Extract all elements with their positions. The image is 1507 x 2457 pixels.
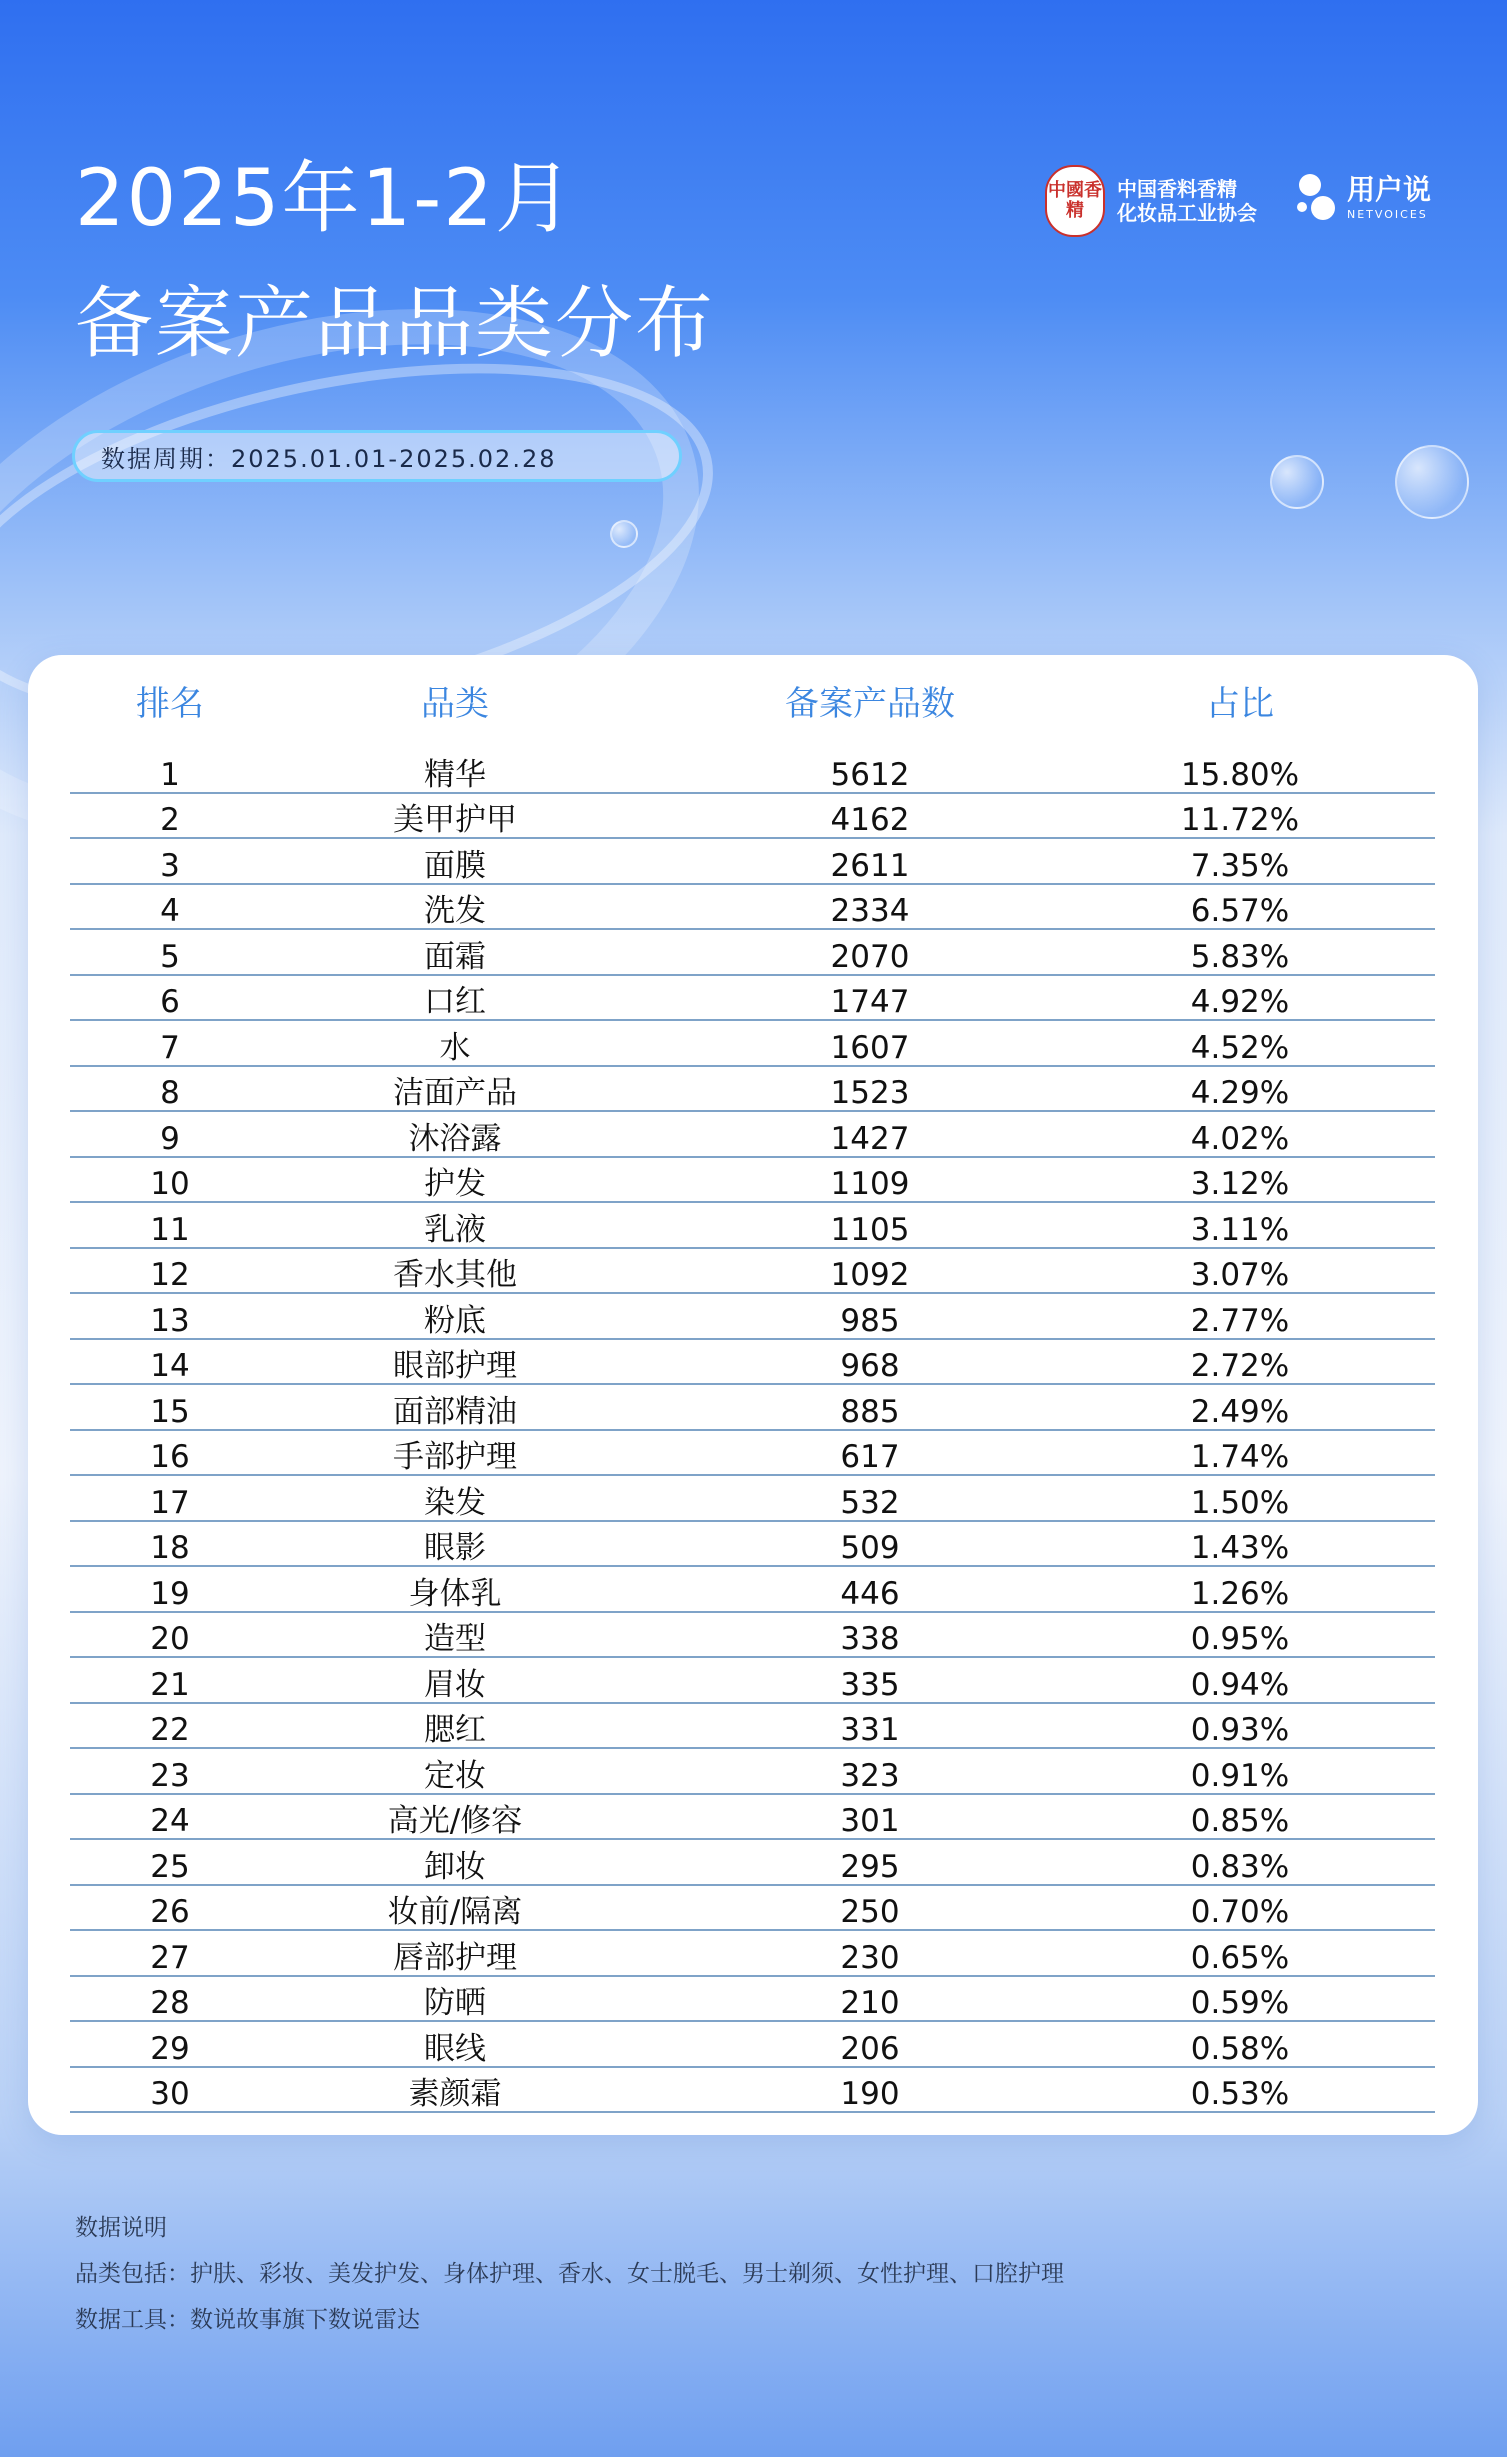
cell-count: 1092	[830, 1257, 910, 1293]
cell-category: 造型	[424, 1621, 486, 1657]
table-row	[70, 1112, 1435, 1158]
table-row	[70, 1886, 1435, 1932]
cell-category: 腮红	[424, 1712, 486, 1748]
table-row	[70, 1021, 1435, 1067]
cell-rank: 10	[150, 1166, 190, 1202]
cell-rank: 3	[160, 847, 180, 884]
cell-share: 4.52%	[1190, 1029, 1290, 1066]
cell-share: 2.49%	[1190, 1393, 1290, 1430]
cell-count: 5612	[830, 756, 910, 793]
cell-share: 3.12%	[1190, 1166, 1290, 1202]
cell-rank: 13	[150, 1302, 190, 1339]
cell-rank: 2	[160, 802, 180, 838]
cell-count: 331	[840, 1712, 900, 1748]
cell-share: 5.83%	[1190, 938, 1290, 975]
cell-count: 250	[840, 1894, 900, 1930]
association-seal-icon: 中國香精	[1045, 165, 1105, 237]
cell-rank: 18	[150, 1530, 190, 1566]
cell-category: 洁面产品	[393, 1075, 517, 1111]
column-header-rank: 排名	[136, 683, 204, 724]
cell-rank: 7	[160, 1029, 180, 1066]
cell-share: 2.72%	[1190, 1348, 1290, 1384]
table-row	[70, 2068, 1435, 2114]
cell-category: 面膜	[424, 847, 486, 884]
cell-count: 1607	[830, 1029, 910, 1066]
table-row	[70, 1431, 1435, 1477]
table-row	[70, 1158, 1435, 1204]
bubble-decoration	[1395, 445, 1469, 519]
table-row	[70, 1067, 1435, 1113]
cell-category: 防晒	[424, 1985, 486, 2021]
cell-category: 眼线	[424, 2030, 486, 2067]
cell-category: 精华	[424, 756, 486, 793]
cell-category: 眉妆	[424, 1666, 486, 1703]
cell-share: 3.07%	[1190, 1257, 1290, 1293]
cell-count: 885	[840, 1393, 900, 1430]
cell-rank: 5	[160, 938, 180, 975]
table-row	[70, 1977, 1435, 2023]
cell-rank: 8	[160, 1075, 180, 1111]
column-header-share: 占比	[1206, 683, 1274, 724]
table-row	[70, 1567, 1435, 1613]
cell-rank: 19	[150, 1575, 190, 1612]
cell-count: 2334	[830, 893, 910, 929]
cell-category: 眼部护理	[393, 1348, 517, 1384]
cell-category: 洗发	[424, 893, 486, 929]
cell-category: 口红	[424, 984, 486, 1020]
cell-rank: 12	[150, 1257, 190, 1293]
table-row	[70, 1749, 1435, 1795]
table-row	[70, 794, 1435, 840]
cell-category: 唇部护理	[393, 1939, 517, 1976]
cell-category: 妆前/隔离	[387, 1894, 523, 1930]
cell-category: 面霜	[424, 938, 486, 975]
cell-count: 985	[840, 1302, 900, 1339]
cell-rank: 15	[150, 1393, 190, 1430]
cell-count: 206	[840, 2030, 900, 2067]
cell-share: 0.85%	[1190, 1803, 1290, 1839]
cell-count: 230	[840, 1939, 900, 1976]
cell-count: 617	[840, 1439, 900, 1475]
cell-share: 1.74%	[1190, 1439, 1290, 1475]
cell-share: 1.26%	[1190, 1575, 1290, 1612]
table-row	[70, 976, 1435, 1022]
table-row	[70, 1476, 1435, 1522]
cell-count: 1105	[830, 1211, 910, 1248]
cell-count: 1427	[830, 1120, 910, 1157]
cell-category: 美甲护甲	[393, 802, 517, 838]
cell-rank: 14	[150, 1348, 190, 1384]
netvoices-logo	[1295, 170, 1431, 226]
cell-rank: 29	[150, 2030, 190, 2067]
cell-share: 0.83%	[1190, 1848, 1290, 1885]
cell-category: 高光/修容	[387, 1803, 523, 1839]
cell-count: 446	[840, 1575, 900, 1612]
cell-category: 香水其他	[393, 1257, 517, 1293]
cell-count: 335	[840, 1666, 900, 1703]
cell-rank: 26	[150, 1894, 190, 1930]
notes-heading: 数据说明	[75, 2215, 167, 2241]
table-row	[70, 2022, 1435, 2068]
table-row	[70, 1385, 1435, 1431]
cell-share: 3.11%	[1190, 1211, 1290, 1248]
brand-subtitle: NETVOICES	[1347, 207, 1428, 221]
cell-share: 0.70%	[1190, 1894, 1290, 1930]
cell-count: 4162	[830, 802, 910, 838]
cell-share: 0.91%	[1190, 1757, 1290, 1794]
table-row	[70, 885, 1435, 931]
cell-rank: 25	[150, 1848, 190, 1885]
data-notes	[75, 2205, 1064, 2343]
data-period-badge	[72, 430, 682, 482]
cell-share: 0.58%	[1190, 2030, 1290, 2067]
cell-count: 532	[840, 1484, 900, 1521]
table-row	[70, 1931, 1435, 1977]
cell-rank: 28	[150, 1985, 190, 2021]
cell-count: 323	[840, 1757, 900, 1794]
cell-count: 1523	[830, 1075, 910, 1111]
cell-category: 面部精油	[393, 1393, 517, 1430]
table-row	[70, 1704, 1435, 1750]
cell-share: 0.65%	[1190, 1939, 1290, 1976]
column-header-category: 品类	[421, 683, 489, 724]
cell-count: 1747	[830, 984, 910, 1020]
cell-category: 沐浴露	[408, 1120, 502, 1157]
cell-category: 乳液	[424, 1211, 486, 1248]
cell-count: 2070	[830, 938, 910, 975]
cell-count: 210	[840, 1985, 900, 2021]
cell-rank: 17	[150, 1484, 190, 1521]
association-name: 中国香料香精 化妆品工业协会	[1117, 177, 1257, 225]
netvoices-mark-icon	[1295, 170, 1339, 226]
cell-share: 7.35%	[1190, 847, 1290, 884]
table-row	[70, 1658, 1435, 1704]
cell-category: 手部护理	[393, 1439, 517, 1475]
cell-rank: 4	[160, 893, 180, 929]
cell-share: 0.59%	[1190, 1985, 1290, 2021]
cell-rank: 21	[150, 1666, 190, 1703]
cell-rank: 30	[150, 2076, 190, 2112]
cell-share: 0.93%	[1190, 1712, 1290, 1748]
cell-count: 2611	[830, 847, 910, 884]
cell-count: 1109	[830, 1166, 910, 1202]
cell-share: 15.80%	[1180, 756, 1300, 793]
cell-rank: 27	[150, 1939, 190, 1976]
cell-rank: 20	[150, 1621, 190, 1657]
cell-rank: 22	[150, 1712, 190, 1748]
table-row	[70, 1613, 1435, 1659]
cell-category: 素颜霜	[408, 2076, 502, 2112]
page-title-line2: 备案产品品类分布	[75, 279, 716, 369]
cell-share: 6.57%	[1190, 893, 1290, 929]
cell-category: 卸妆	[424, 1848, 486, 1885]
notes-categories: 品类包括：护肤、彩妆、美发护发、身体护理、香水、女士脱毛、男士剃须、女性护理、口腔护理	[75, 2261, 1064, 2287]
table-row	[70, 1522, 1435, 1568]
cell-category: 粉底	[424, 1302, 486, 1339]
cell-share: 4.92%	[1190, 984, 1290, 1020]
table-row	[70, 1249, 1435, 1295]
cell-rank: 11	[150, 1211, 190, 1248]
table-row	[70, 1795, 1435, 1841]
cell-category: 眼影	[424, 1530, 486, 1566]
cell-count: 295	[840, 1848, 900, 1885]
cell-share: 0.94%	[1190, 1666, 1290, 1703]
table-row	[70, 1203, 1435, 1249]
cell-rank: 9	[160, 1120, 180, 1157]
cell-category: 身体乳	[408, 1575, 502, 1612]
table-header	[70, 670, 1435, 730]
cell-count: 509	[840, 1530, 900, 1566]
cell-share: 11.72%	[1180, 802, 1300, 838]
cell-category: 定妆	[424, 1757, 486, 1794]
page-title-line1: 2025年1-2月	[75, 154, 575, 244]
cell-share: 2.77%	[1190, 1302, 1290, 1339]
table-body	[70, 748, 1435, 2113]
cell-share: 0.53%	[1190, 2076, 1290, 2112]
bubble-decoration	[610, 520, 638, 548]
table-row	[70, 839, 1435, 885]
cell-rank: 16	[150, 1439, 190, 1475]
cell-share: 1.43%	[1190, 1530, 1290, 1566]
cell-count: 190	[840, 2076, 900, 2112]
notes-tool: 数据工具：数说故事旗下数说雷达	[75, 2307, 420, 2333]
cell-share: 0.95%	[1190, 1621, 1290, 1657]
table-row	[70, 1340, 1435, 1386]
cell-rank: 23	[150, 1757, 190, 1794]
cell-rank: 6	[160, 984, 180, 1020]
data-period-text: 数据周期：2025.01.01-2025.02.28	[101, 444, 557, 473]
bubble-decoration	[1270, 455, 1324, 509]
cell-share: 4.29%	[1190, 1075, 1290, 1111]
cell-count: 301	[840, 1803, 900, 1839]
brand-name: 用户说	[1347, 172, 1432, 206]
cell-rank: 1	[160, 756, 180, 793]
cell-count: 968	[840, 1348, 900, 1384]
table-row	[70, 1294, 1435, 1340]
cell-share: 1.50%	[1190, 1484, 1290, 1521]
table-row	[70, 1840, 1435, 1886]
cell-rank: 24	[150, 1803, 190, 1839]
cell-share: 4.02%	[1190, 1120, 1290, 1157]
cell-category: 染发	[424, 1484, 486, 1521]
column-header-count: 备案产品数	[785, 683, 955, 724]
cell-count: 338	[840, 1621, 900, 1657]
association-logo	[1045, 165, 1257, 237]
table-row	[70, 930, 1435, 976]
table-row	[70, 748, 1435, 794]
cell-category: 水	[439, 1029, 471, 1066]
cell-category: 护发	[424, 1166, 486, 1202]
